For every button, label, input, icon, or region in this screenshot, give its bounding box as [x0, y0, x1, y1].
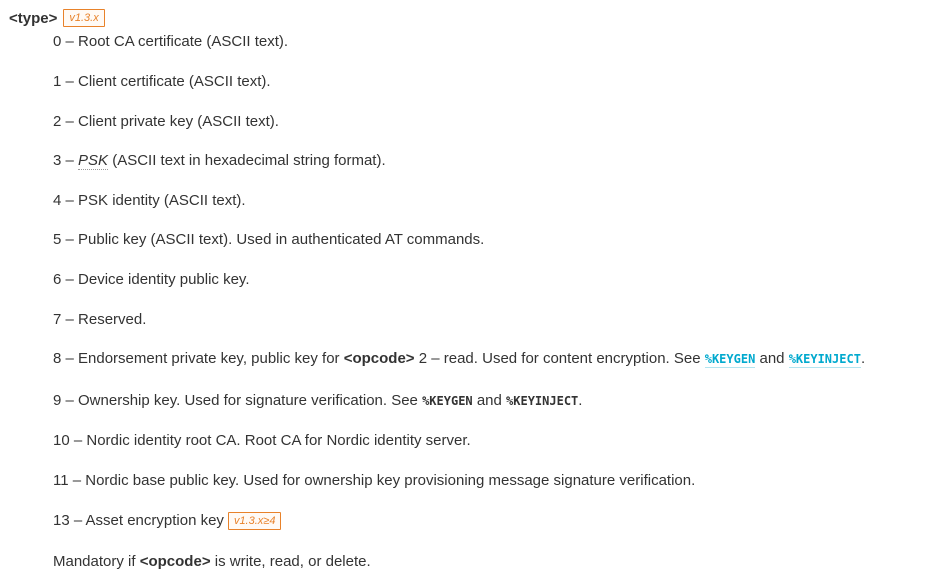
item-text: 10 – Nordic identity root CA. Root CA for Nordic identity server. — [53, 432, 471, 449]
item-text: and — [755, 350, 789, 367]
list-item-2 — [53, 111, 279, 133]
list-item-6 — [53, 269, 250, 291]
list-item-7 — [53, 309, 146, 331]
item-text: 13 – Asset encryption key — [53, 512, 224, 529]
item-text: 0 – Root CA certificate (ASCII text). — [53, 33, 289, 50]
list-item-5 — [53, 229, 484, 251]
parameter-name: <type> — [9, 9, 58, 27]
list-item-11 — [53, 470, 695, 492]
list-item-1 — [53, 71, 271, 93]
item-text: Mandatory if — [53, 553, 140, 570]
item-text: 6 – Device identity public key. — [53, 271, 250, 288]
item-text: is write, read, or delete. — [210, 553, 371, 570]
list-item-9 — [53, 390, 582, 412]
list-item-10 — [53, 430, 471, 452]
item-text: (ASCII text in hexadecimal string format). — [108, 152, 386, 169]
version-badge: v1.3.x — [63, 9, 104, 27]
item-text: 3 – — [53, 152, 79, 169]
item-text: 2 – read. Used for content encryption. See — [414, 350, 705, 367]
item-text: and — [472, 392, 507, 409]
psk-term[interactable]: PSK — [78, 152, 109, 169]
mandatory-note — [53, 551, 371, 573]
opcode-param: <opcode> — [343, 350, 415, 367]
keyinject-code: %KEYINJECT — [506, 394, 579, 408]
item-text: . — [578, 392, 583, 409]
list-item-3 — [53, 150, 386, 172]
keygen-code: %KEYGEN — [422, 394, 473, 408]
item-text: 9 – Ownership key. Used for signature verification. See — [53, 392, 423, 409]
item-text: 11 – Nordic base public key. Used for ownership key provisioning message signature verification. — [53, 472, 696, 489]
keygen-code: %KEYGEN — [704, 352, 756, 366]
item-text: 5 – Public key (ASCII text). Used in authenticated AT commands. — [53, 231, 485, 248]
version-badge: v1.3.x≥4 — [228, 512, 282, 530]
list-item-4 — [53, 190, 246, 212]
list-item-8 — [53, 348, 865, 370]
item-text: 2 – Client private key (ASCII text). — [53, 113, 279, 130]
item-text: 8 – Endorsement private key, public key for — [53, 350, 344, 367]
list-item-0 — [53, 31, 288, 53]
keyinject-code: %KEYINJECT — [788, 352, 861, 366]
opcode-param: <opcode> — [139, 553, 211, 570]
list-item-13 — [53, 510, 281, 532]
parameter-header — [9, 8, 105, 28]
keygen-link[interactable] — [705, 350, 756, 368]
item-text: 7 – Reserved. — [53, 311, 147, 328]
item-text: 4 – PSK identity (ASCII text). — [53, 192, 246, 209]
keyinject-link[interactable] — [789, 350, 861, 368]
item-text: . — [860, 350, 866, 367]
item-text: 1 – Client certificate (ASCII text). — [53, 73, 271, 90]
